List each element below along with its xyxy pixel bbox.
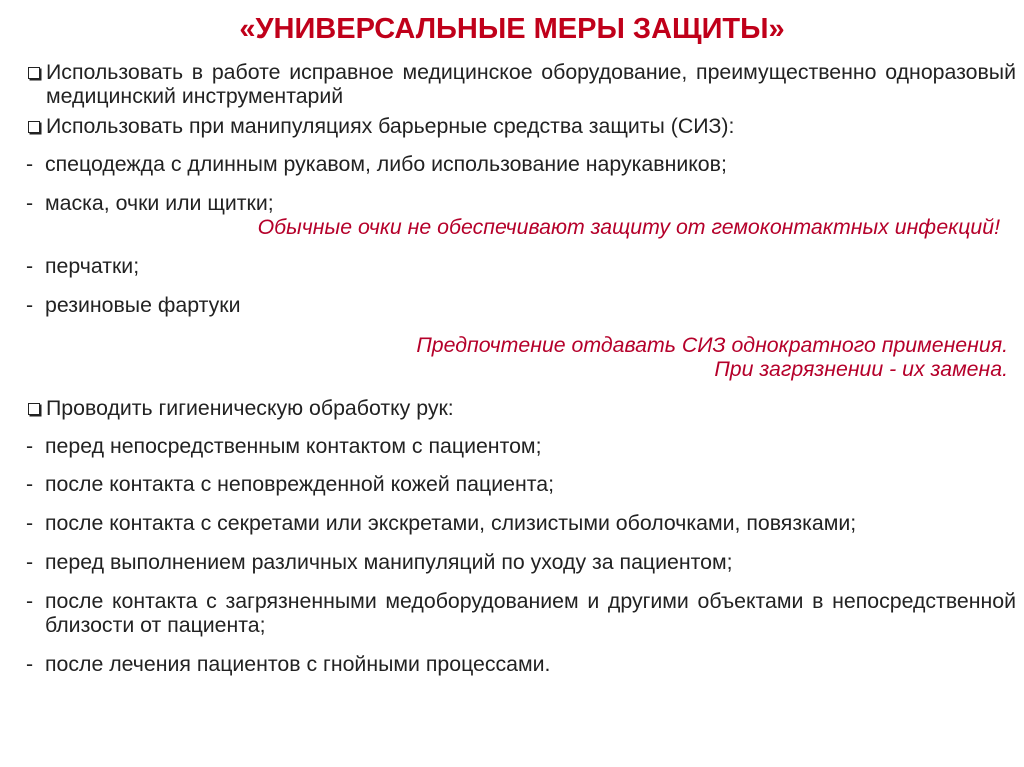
dash-item-hands-after-equipment	[26, 589, 1016, 637]
item-text: перед непосредственным контактом с пациентом;	[45, 434, 542, 458]
item-text: резиновые фартуки	[45, 293, 241, 317]
dash-bullet: -	[26, 434, 34, 458]
item-text: Использовать в работе исправное медицинское оборудование, преимущественно одноразовый медицинский инструментарий	[46, 60, 1016, 108]
item-text: после контакта с секретами или экскретами, слизистыми оболочками, повязками;	[45, 511, 857, 535]
dash-item-ppe-aprons	[26, 293, 1016, 317]
dash-bullet: -	[26, 191, 34, 215]
checkbox-item-hands	[26, 396, 1016, 420]
slide-content	[26, 60, 1016, 676]
dash-bullet: -	[26, 550, 34, 574]
dash-bullet: -	[26, 472, 34, 496]
dash-item-hands-before-manipulations	[26, 550, 1016, 574]
checkbox-item-ppe	[26, 114, 1016, 138]
checkbox-bullet-icon	[26, 114, 46, 138]
dash-item-ppe-mask	[26, 191, 1016, 215]
note-single-use-line-1: Предпочтение отдавать СИЗ однократного применения.	[416, 333, 1008, 357]
item-text: после лечения пациентов с гнойными процессами.	[45, 652, 551, 676]
item-text: перед выполнением различных манипуляций по уходу за пациентом;	[45, 550, 733, 574]
dash-bullet: -	[26, 589, 34, 613]
dash-item-ppe-clothing	[26, 152, 1016, 176]
dash-item-hands-after-purulent	[26, 652, 1016, 676]
item-text: перчатки;	[45, 254, 140, 278]
dash-item-hands-before-contact	[26, 434, 1016, 458]
dash-bullet: -	[26, 254, 34, 278]
dash-item-hands-after-secretions	[26, 511, 1016, 535]
note-single-use-line-2: При загрязнении - их замена.	[714, 357, 1008, 381]
dash-bullet: -	[26, 511, 34, 535]
checkbox-bullet-icon	[26, 396, 46, 420]
note-glasses: Обычные очки не обеспечивают защиту от гемоконтактных инфекций!	[257, 215, 1000, 239]
item-text: Использовать при манипуляциях барьерные средства защиты (СИЗ):	[46, 114, 735, 138]
item-text: Проводить гигиеническую обработку рук:	[46, 396, 454, 420]
checkbox-item-equipment	[26, 60, 1016, 108]
dash-bullet: -	[26, 293, 34, 317]
item-text: после контакта с неповрежденной кожей пациента;	[45, 472, 554, 496]
item-text: спецодежда с длинным рукавом, либо использование нарукавников;	[45, 152, 727, 176]
dash-bullet: -	[26, 152, 34, 176]
item-text: маска, очки или щитки;	[45, 191, 274, 215]
dash-item-ppe-gloves	[26, 254, 1016, 278]
checkbox-bullet-icon	[26, 60, 46, 84]
dash-bullet: -	[26, 652, 34, 676]
slide-title: «УНИВЕРСАЛЬНЫЕ МЕРЫ ЗАЩИТЫ»	[239, 13, 785, 45]
dash-item-hands-after-intact-skin	[26, 472, 1016, 496]
item-text: после контакта с загрязненными медоборудованием и другими объектами в непосредственной близости от пациента;	[45, 589, 1016, 637]
